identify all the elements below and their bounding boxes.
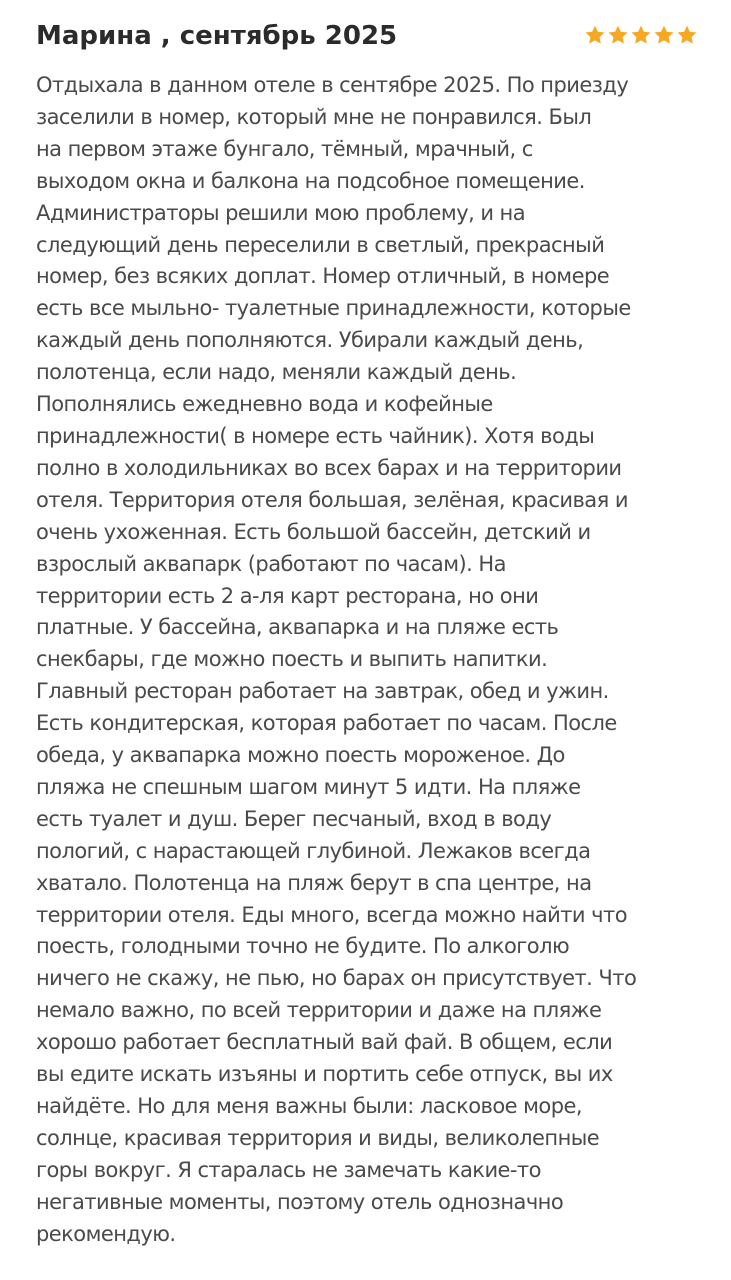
star-icon [630, 24, 652, 46]
star-icon [676, 24, 698, 46]
star-icon [653, 24, 675, 46]
reviewer-name-date: Марина , сентябрь 2025 [36, 21, 398, 51]
review-body: Отдыхала в данном отеле в сентябре 2025. По приезду заселили в номер, который мне не понравился. Был на первом этаже бунгало, тёмный, мрачный, с выходом окна и балкона на подсобное помещение. Администраторы решили мою проблему, и на следующий день переселили в светлый, прекрасный номер, без всяких доплат. Номер отличный, в номере есть все мыльно- туалетные принадлежности, которые каждый день пополняются. Убирали каждый день, полотенца, если надо, меняли каждый день. Пополнялись ежедневно вода и кофейные принадлежности( в номере есть чайник). Хотя воды полно в холодильниках во всех барах и на территории отеля. Территория отеля большая, зелёная, красивая и очень ухоженная. Есть большой бассейн, детский и взрослый аквапарк (работают по часам). На территории есть 2 а-ля карт ресторана, но они платные. У бассейна, аквапарка и на пляже есть снекбары, где можно поесть и выпить напитки. Главный ресторан работает на завтрак, обед и ужин. Есть кондитерская, которая работает по часам. После обеда, у аквапарка можно поесть мороженое. До пляжа не спешным шагом минут 5 идти. На пляже есть туалет и душ. Берег песчаный, вход в воду пологий, с нарастающей глубиной. Лежаков всегда хватало. Полотенца на пляж берут в спа центре, на территории отеля. Еды много, всегда можно найти что поесть, голодными точно не будите. По алкоголю ничего не скажу, не пью, но барах он присутствует. Что немало важно, по всей территории и даже на пляже хорошо работает бесплатный вай фай. В общем, если вы едите искать изъяны и портить себе отпуск, вы их найдёте. Но для меня важны были: ласковое море, солнце, красивая территория и виды, великолепные горы вокруг. Я старалась не замечать какие-то негативные моменты, поэтому отель однозначно рекомендую. [36, 73, 637, 1246]
review-header [36, 16, 698, 56]
rating-stars [584, 24, 698, 48]
star-icon [607, 24, 629, 46]
star-icon [584, 24, 606, 46]
